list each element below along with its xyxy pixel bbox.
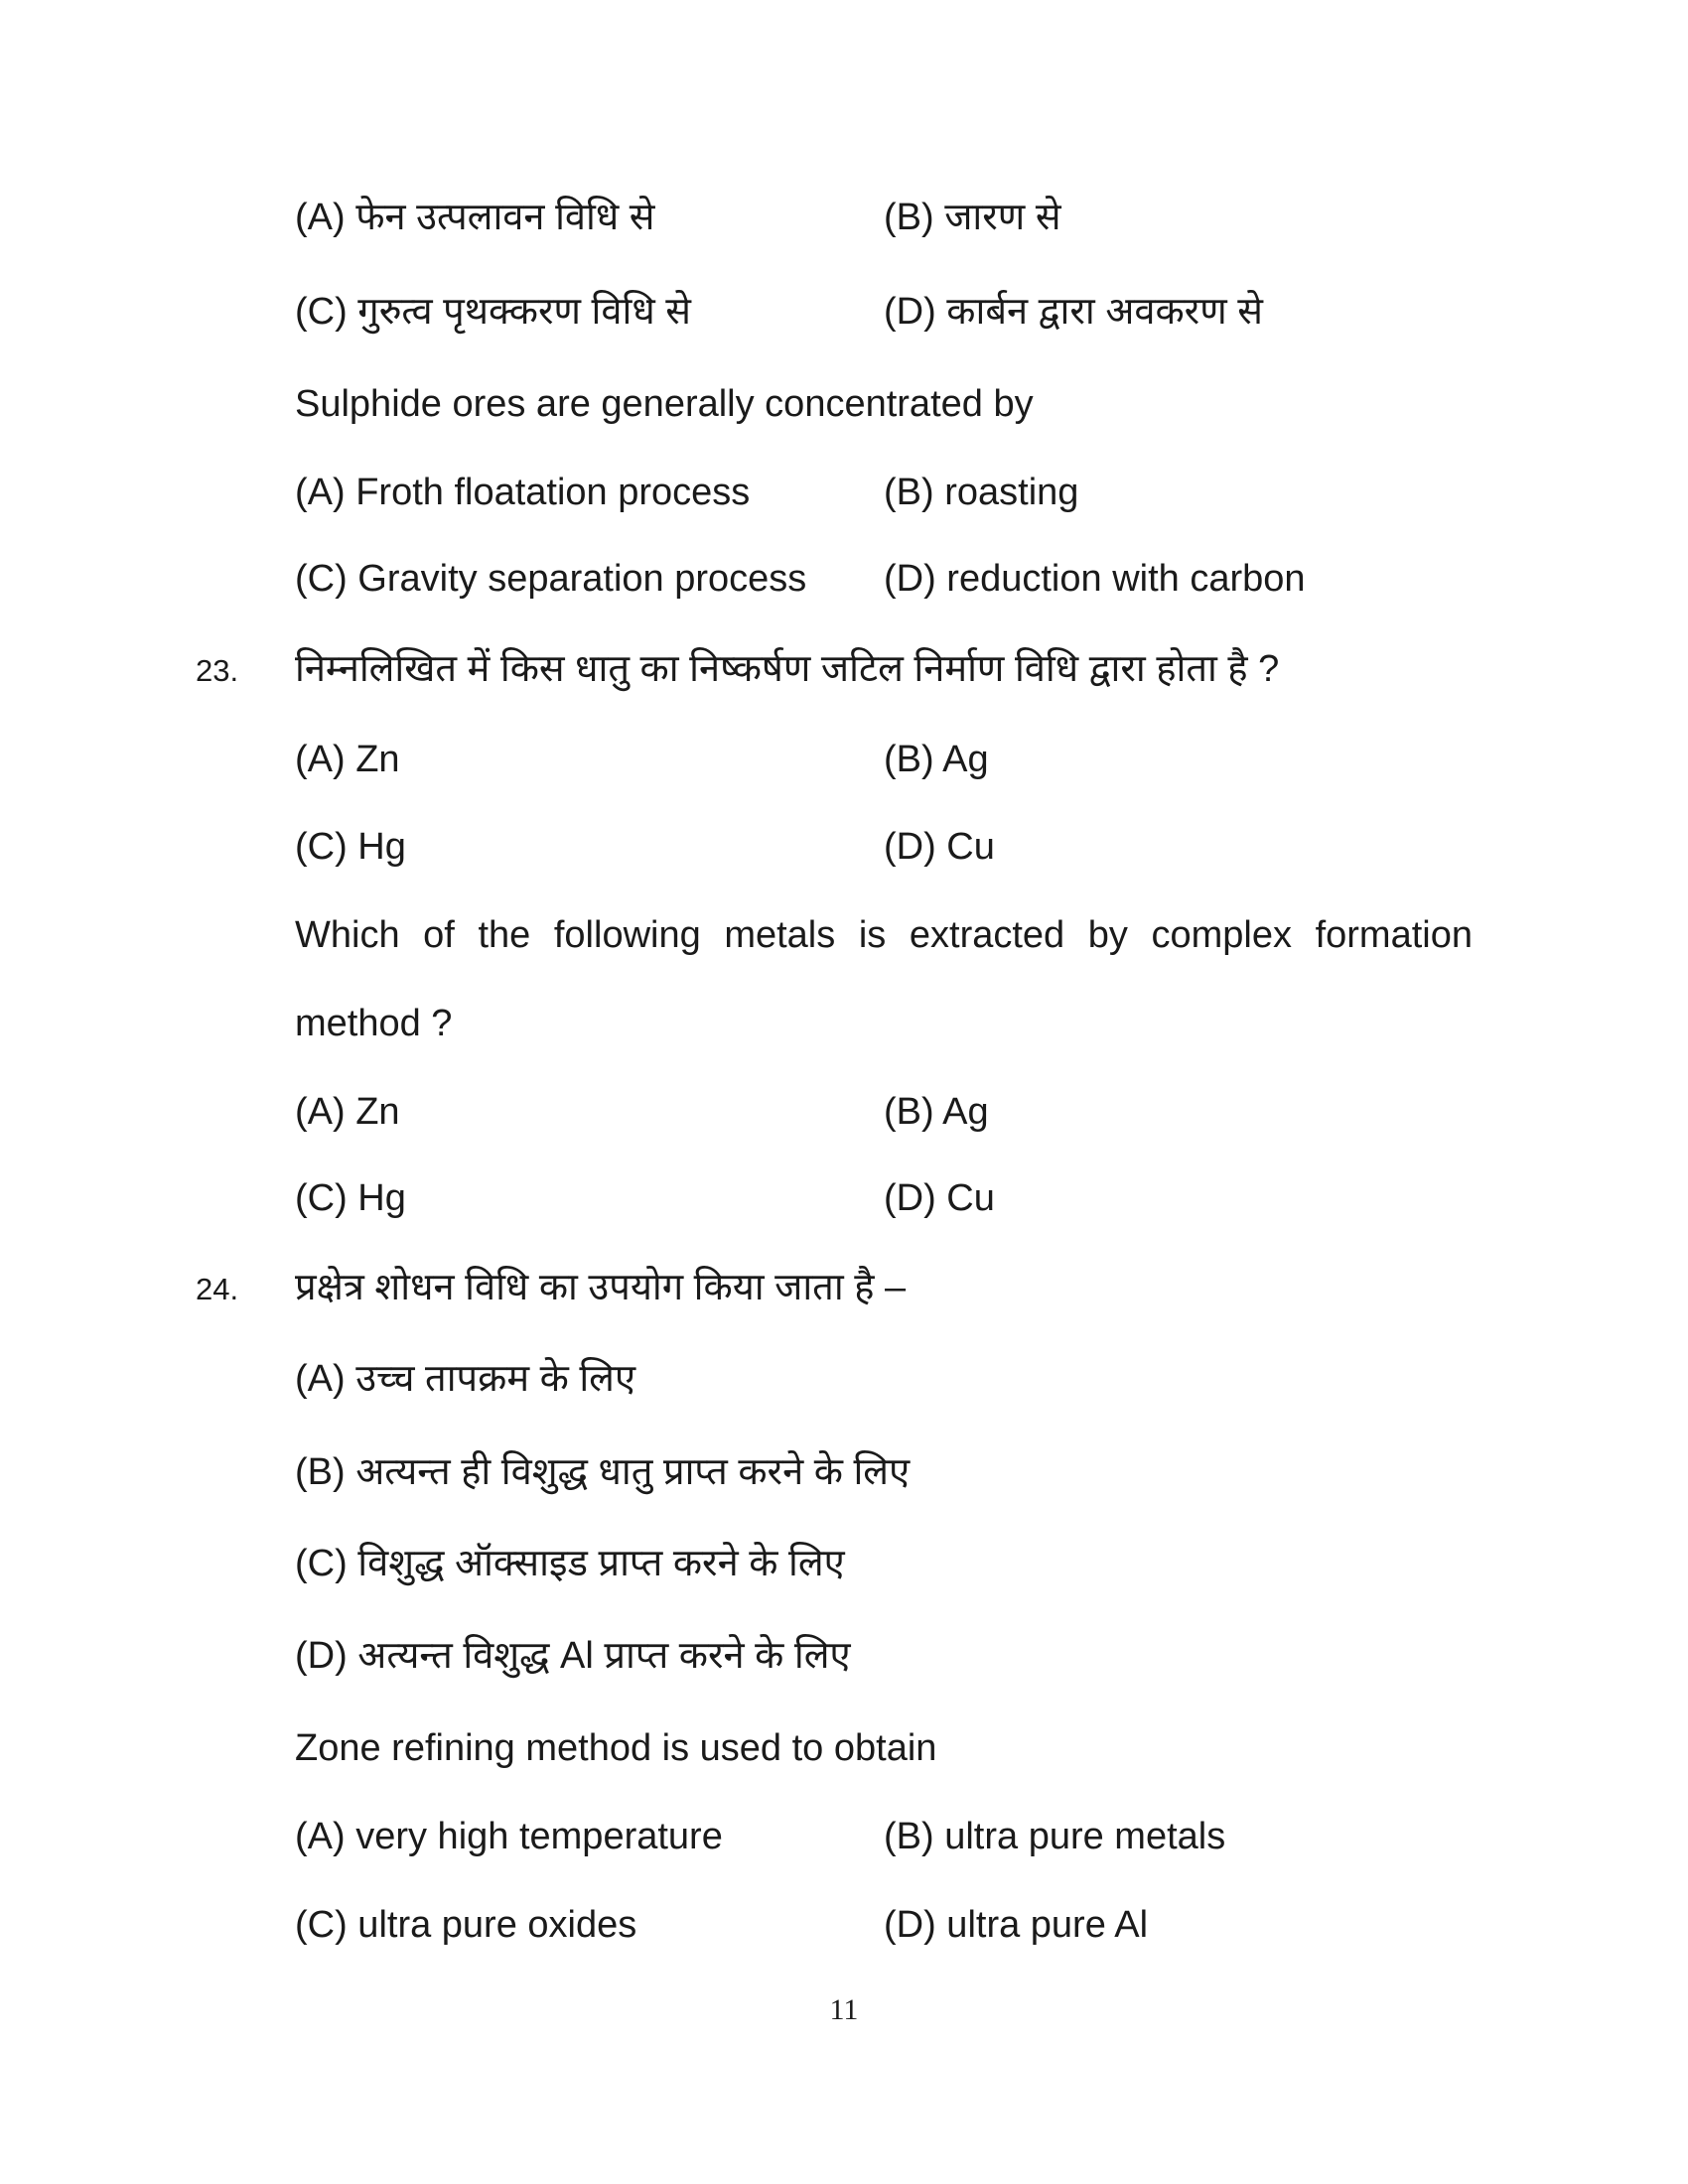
option-a-english: (A) Froth floatation process xyxy=(295,472,751,513)
option-a-english: (A) very high temperature xyxy=(295,1816,723,1857)
option-a-hindi: (A) Zn xyxy=(295,739,400,780)
option-b-english: (B) ultra pure metals xyxy=(884,1816,1226,1857)
question-text-english-line2: method ? xyxy=(295,1003,453,1044)
option-b-hindi: (B) जारण से xyxy=(884,197,1061,238)
option-d-hindi: (D) कार्बन द्वारा अवकरण से xyxy=(884,291,1263,333)
question-number: 24. xyxy=(196,1272,239,1306)
option-c-hindi: (C) गुरुत्व पृथक्करण विधि से xyxy=(295,291,691,333)
page-number: 11 xyxy=(829,1993,859,2026)
option-b-english: (B) roasting xyxy=(884,472,1079,513)
option-c-hindi: (C) विशुद्ध ऑक्साइड प्राप्त करने के लिए xyxy=(295,1543,845,1584)
option-c-english: (C) Gravity separation process xyxy=(295,558,807,600)
question-text-english-line1: Which of the following metals is extracted by complex formation xyxy=(295,914,1473,956)
option-b-english: (B) Ag xyxy=(884,1091,989,1133)
option-b-hindi: (B) अत्यन्त ही विशुद्ध धातु प्राप्त करने के लिए xyxy=(295,1451,911,1493)
option-d-english: (D) Cu xyxy=(884,1177,995,1219)
question-number: 23. xyxy=(196,653,239,688)
option-c-hindi: (C) Hg xyxy=(295,826,406,868)
question-text-hindi: प्रक्षेत्र शोधन विधि का उपयोग किया जाता है – xyxy=(295,1267,907,1308)
question-text-hindi: निम्नलिखित में किस धातु का निष्कर्षण जटिल निर्माण विधि द्वारा होता है ? xyxy=(295,648,1280,690)
option-c-english: (C) ultra pure oxides xyxy=(295,1904,637,1946)
question-text-english: Sulphide ores are generally concentrated by xyxy=(295,383,1034,425)
option-d-english: (D) reduction with carbon xyxy=(884,558,1306,600)
option-c-english: (C) Hg xyxy=(295,1177,406,1219)
option-d-hindi: (D) Cu xyxy=(884,826,995,868)
option-b-hindi: (B) Ag xyxy=(884,739,989,780)
option-d-english: (D) ultra pure Al xyxy=(884,1904,1149,1946)
option-a-english: (A) Zn xyxy=(295,1091,400,1133)
question-text-english: Zone refining method is used to obtain xyxy=(295,1727,937,1769)
option-d-hindi: (D) अत्यन्त विशुद्ध Al प्राप्त करने के लिए xyxy=(295,1635,851,1677)
option-a-hindi: (A) उच्च तापक्रम के लिए xyxy=(295,1358,635,1400)
option-a-hindi: (A) फेन उत्पलावन विधि से xyxy=(295,197,655,238)
